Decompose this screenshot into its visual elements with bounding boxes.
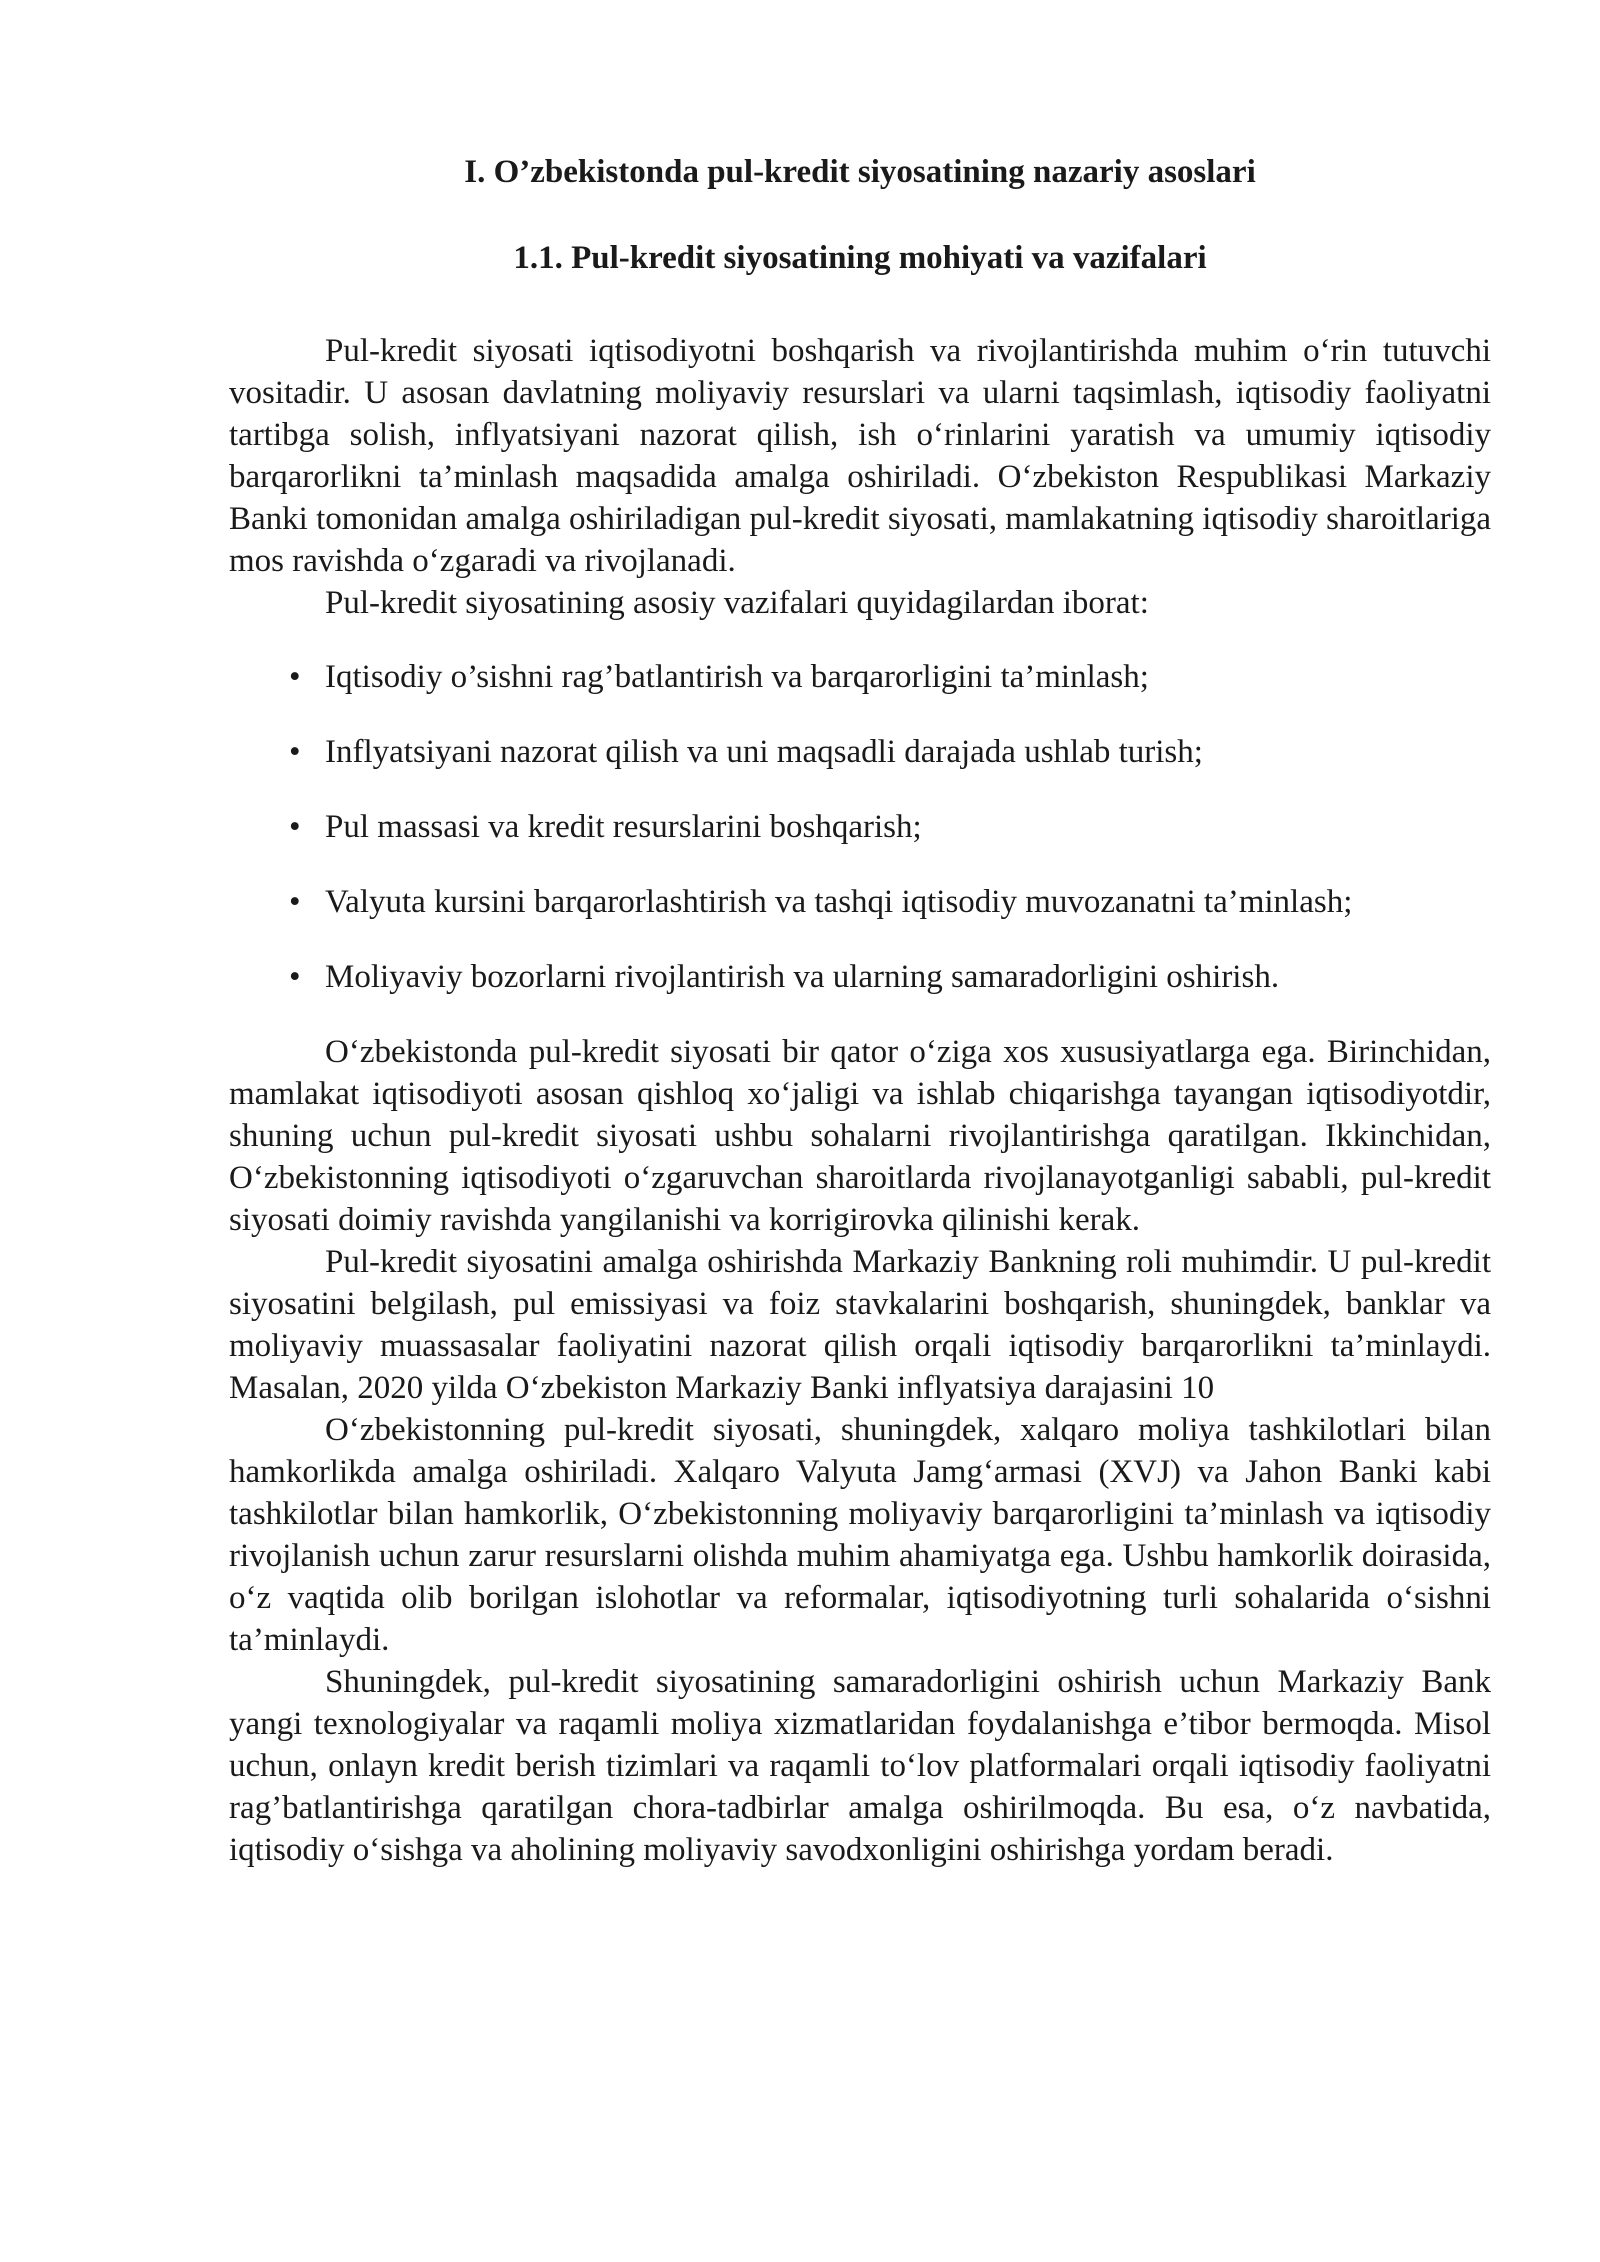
document-page bbox=[229, 140, 1491, 1871]
list-item bbox=[229, 881, 1491, 923]
bullet-icon: • bbox=[289, 809, 301, 845]
list-item bbox=[229, 806, 1491, 848]
list-item-text: Inflyatsiyani nazorat qilish va uni maqsadli darajada ushlab turish; bbox=[325, 734, 1203, 770]
section-title: 1.1. Pul-kredit siyosatining mohiyati va vazifalari bbox=[513, 240, 1207, 276]
list-item-text: Valyuta kursini barqarorlashtirish va tashqi iqtisodiy muvozanatni ta’minlash; bbox=[325, 884, 1353, 920]
list-item-text: Pul massasi va kredit resurslarini boshqarish; bbox=[325, 809, 922, 845]
paragraph-tasks-lead: Pul-kredit siyosatining asosiy vazifalari quyidagilardan iborat: bbox=[325, 585, 1149, 621]
chapter-title: I. O’zbekistonda pul-kredit siyosatining nazariy asoslari bbox=[464, 154, 1256, 190]
paragraph-international-cooperation: O‘zbekistonning pul-kredit siyosati, shuningdek, xalqaro moliya tashkilotlari bilan hamkorlikda amalga oshiriladi. Xalqaro Valyuta Jamg‘armasi (XVJ) va Jahon Banki kabi tashkilotlar bilan hamkorlik, O‘zbekistonning moliyaviy barqarorligini ta’minlash va iqtisodiy rivojlanish uchun zarur resurslarni olishda muhim ahamiyatga ega. Ushbu hamkorlik doirasida, o‘z vaqtida olib borilgan islohotlar va reformalar, iqtisodiyotning turli sohalarida o‘sishni ta’minlaydi. bbox=[229, 1412, 1491, 1658]
tasks-list bbox=[229, 656, 1491, 998]
list-item bbox=[229, 956, 1491, 998]
bullet-icon: • bbox=[289, 959, 301, 995]
bullet-icon: • bbox=[289, 734, 301, 770]
paragraph-central-bank-role: Pul-kredit siyosatini amalga oshirishda Markaziy Bankning roli muhimdir. U pul-kredit siyosatini belgilash, pul emissiyasi va foiz stavkalarini boshqarish, shuningdek, banklar va moliyaviy muassasalar faoliyatini nazorat qilish orqali iqtisodiy barqarorlikni ta’minlaydi. Masalan, 2020 yilda O‘zbekiston Markaziy Banki inflyatsiya darajasini 10 bbox=[229, 1244, 1491, 1406]
list-item bbox=[229, 656, 1491, 698]
paragraph-features: O‘zbekistonda pul-kredit siyosati bir qator o‘ziga xos xususiyatlarga ega. Birinchidan, mamlakat iqtisodiyoti asosan qishloq xo‘jaligi va ishlab chiqarishga tayangan iqtisodiyotdir, shuning uchun pul-kredit siyosati ushbu sohalarni rivojlantirishga qaratilgan. Ikkinchidan, O‘zbekistonning iqtisodiyoti o‘zgaruvchan sharoitlarda rivojlanayotganligi sababli, pul-kredit siyosati doimiy ravishda yangilanishi va korrigirovka qilinishi kerak. bbox=[229, 1034, 1491, 1238]
bullet-icon: • bbox=[289, 659, 301, 695]
paragraph-digital-finance: Shuningdek, pul-kredit siyosatining samaradorligini oshirish uchun Markaziy Bank yangi texnologiyalar va raqamli moliya xizmatlaridan foydalanishga e’tibor bermoqda. Misol uchun, onlayn kredit berish tizimlari va raqamli to‘lov platformalari orqali iqtisodiy faoliyatni rag’batlantirishga qaratilgan chora-tadbirlar amalga oshirilmoqda. Bu esa, o‘z navbatida, iqtisodiy o‘sishga va aholining moliyaviy savodxonligini oshirishga yordam beradi. bbox=[229, 1664, 1491, 1868]
paragraph-intro: Pul-kredit siyosati iqtisodiyotni boshqarish va rivojlantirishda muhim o‘rin tutuvchi vositadir. U asosan davlatning moliyaviy resurslari va ularni taqsimlash, iqtisodiy faoliyatni tartibga solish, inflyatsiyani nazorat qilish, ish o‘rinlarini yaratish va umumiy iqtisodiy barqarorlikni ta’minlash maqsadida amalga oshiriladi. O‘zbekiston Respublikasi Markaziy Banki tomonidan amalga oshiriladigan pul-kredit siyosati, mamlakatning iqtisodiy sharoitlariga mos ravishda o‘zgaradi va rivojlanadi. bbox=[229, 333, 1492, 579]
list-item bbox=[229, 731, 1491, 773]
list-item-text: Iqtisodiy o’sishni rag’batlantirish va barqarorligini ta’minlash; bbox=[325, 659, 1149, 695]
list-item-text: Moliyaviy bozorlarni rivojlantirish va ularning samaradorligini oshirish. bbox=[325, 959, 1280, 995]
bullet-icon: • bbox=[289, 884, 301, 920]
